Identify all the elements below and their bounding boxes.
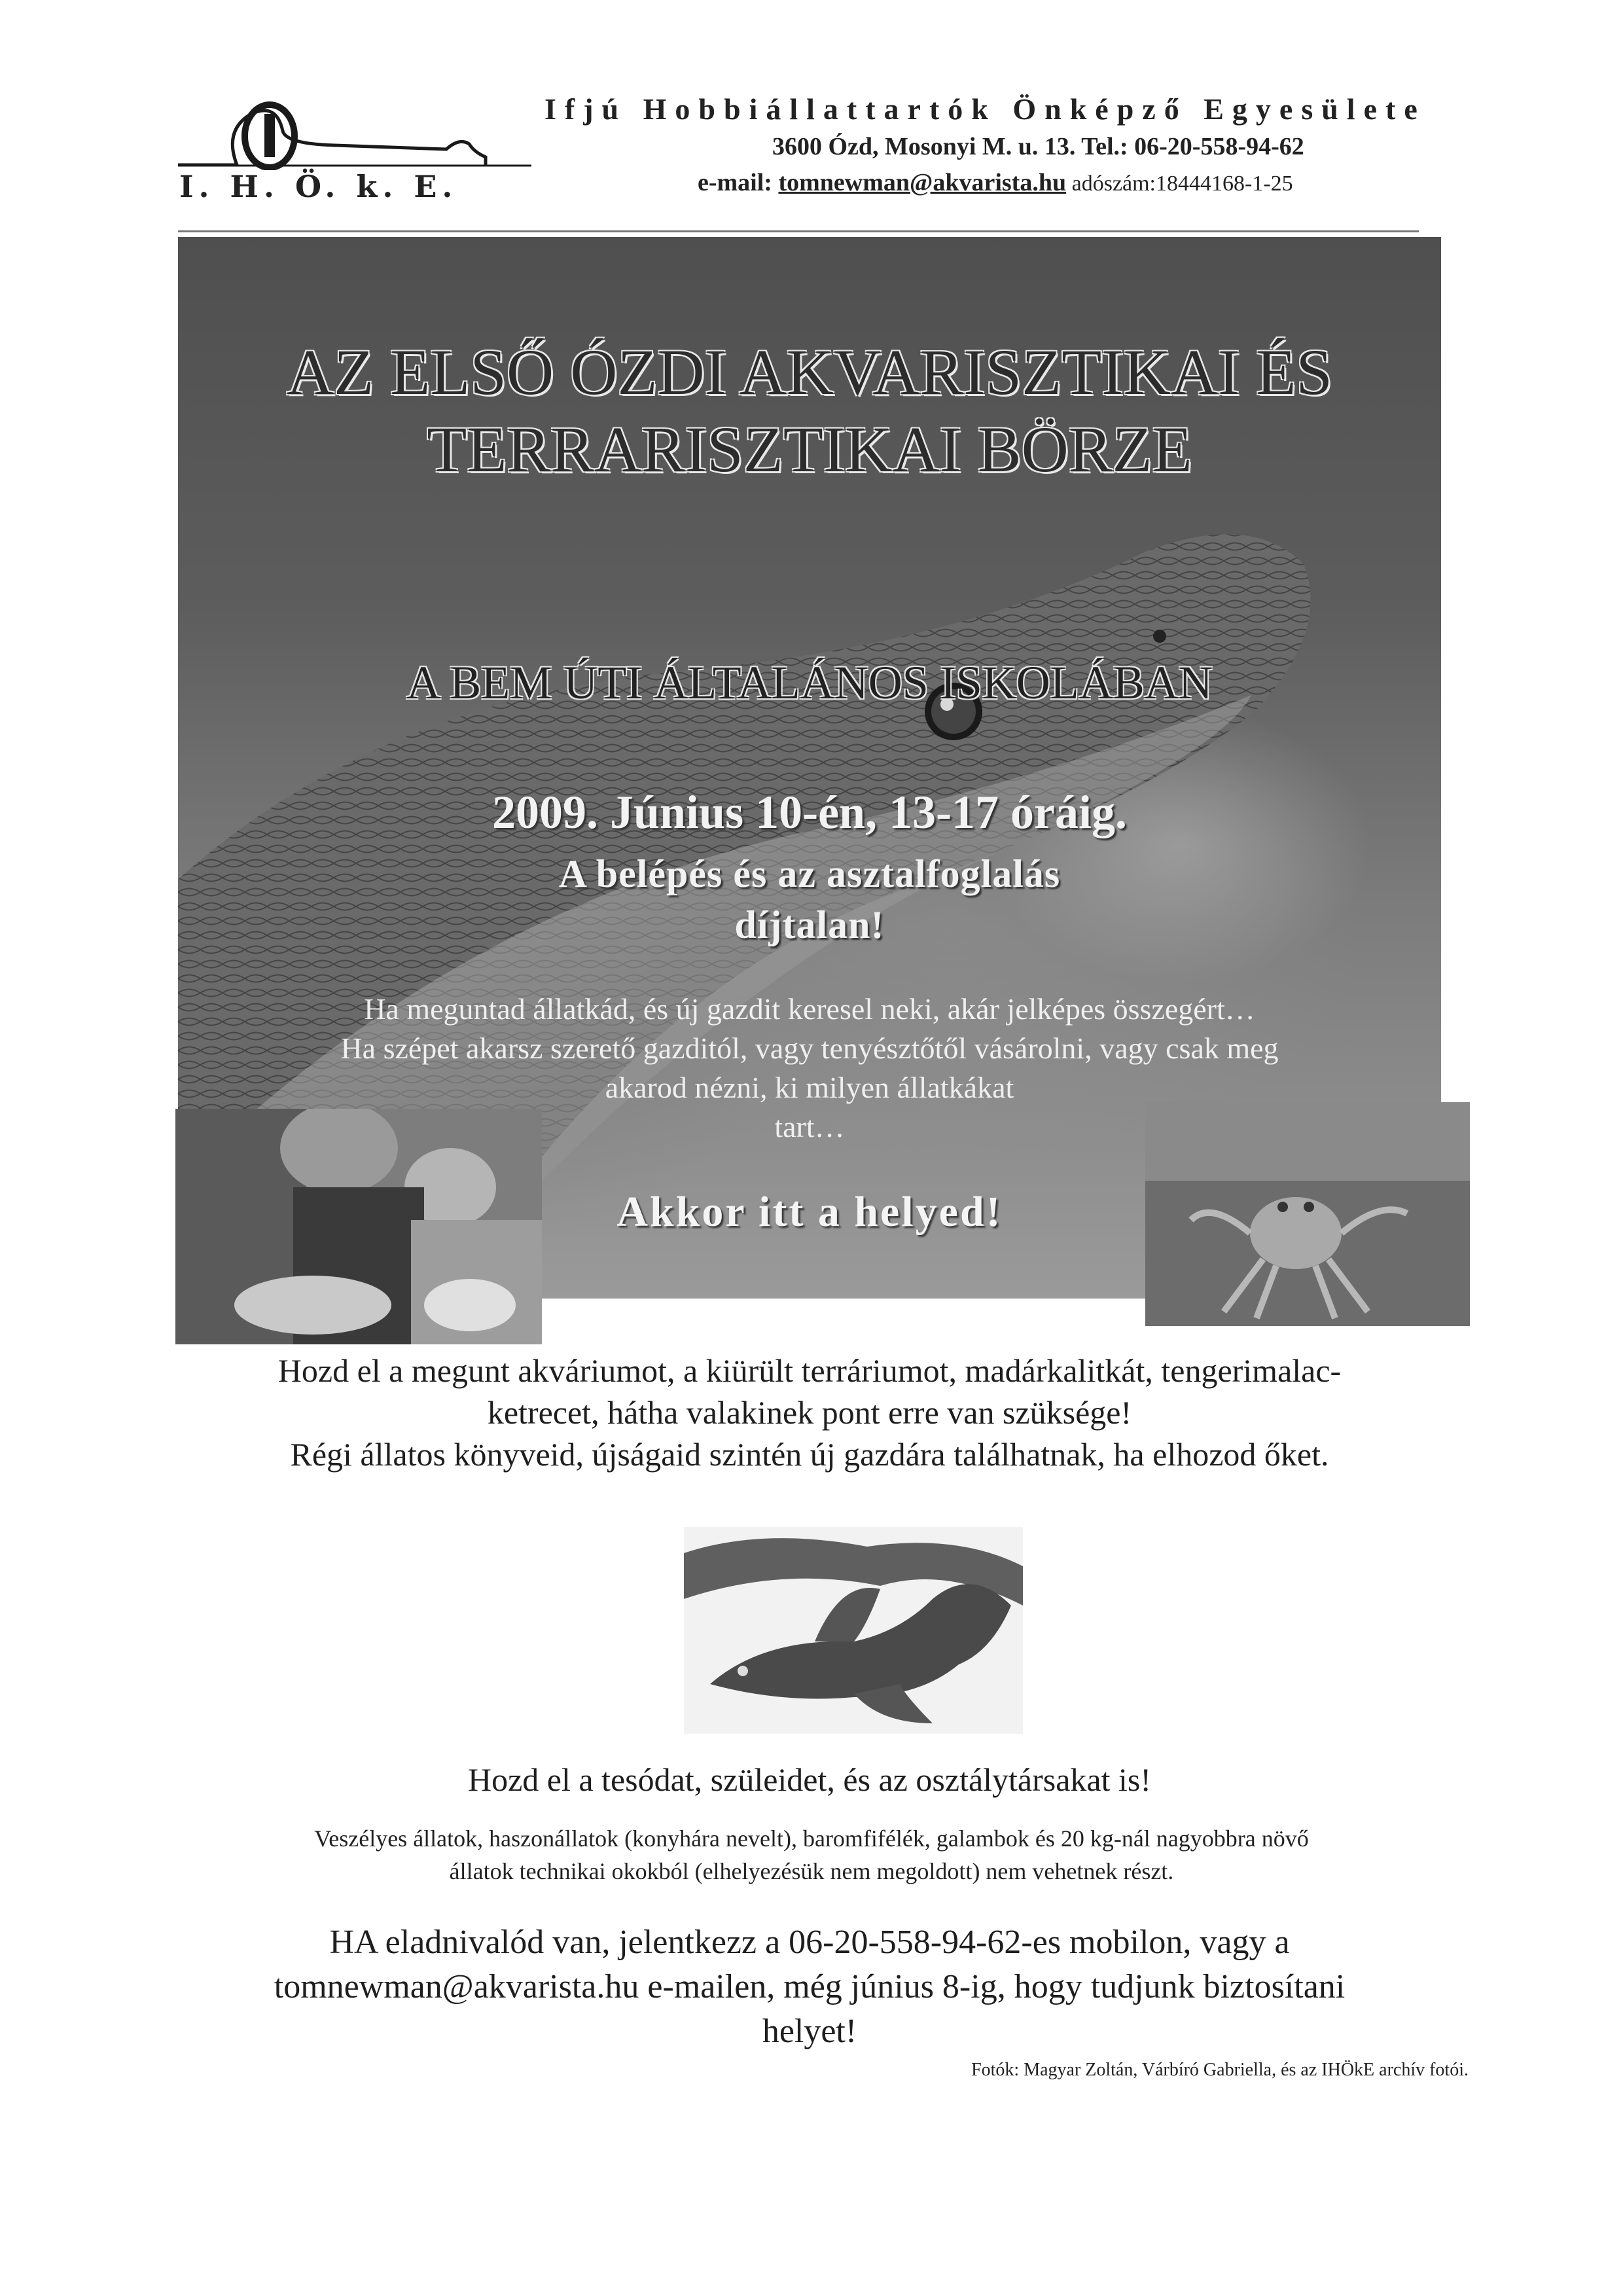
photo-credits: Fotók: Magyar Zoltán, Várbíró Gabriella, és az IHÖkE archív fotói. (971, 2060, 1469, 2080)
contact-line3: helyet! (762, 2013, 857, 2050)
call-to-action: Akkor itt a helyed! (616, 1188, 1003, 1236)
logo-abbreviation: I. H. Ö. k. E. (179, 169, 458, 204)
event-title-line1: AZ ELSŐ ÓZDI AKVARISZTIKAI ÉS (286, 336, 1333, 408)
para-line1: Hozd el a megunt akváriumot, a kiürült terráriumot, madárkalitkát, tengerimalac- (277, 1352, 1342, 1389)
children-photo-icon (175, 1109, 542, 1344)
event-venue: A BEM ÚTI ÁLTALÁNOS ISKOLÁBAN (406, 656, 1213, 709)
contact-line1: HA eladnivalód van, jelentkezz a 06-20-558-94-62-es mobilon, vagy a (329, 1924, 1290, 1961)
pitch-line2: Ha szépet akarsz szerető gazditól, vagy tenyésztőtől vásárolni, vagy csak meg (340, 1031, 1279, 1065)
organization-name: Ifjú Hobbiállattartók Önképző Egyesülete (544, 92, 1426, 126)
tax-id: adószám:18444168-1-25 (1066, 171, 1293, 196)
email-label: e-mail: (698, 169, 779, 196)
fish-icon (684, 1527, 1023, 1734)
para-line3: Régi állatos könyveid, újságaid szintén új gazdára találhatnak, ha elhozod őket. (290, 1436, 1329, 1473)
restriction-notice (196, 1822, 1427, 1888)
event-date: 2009. Június 10-én, 13-17 óráig. (491, 786, 1128, 838)
event-title-line2: TERRARISZTIKAI BÖRZE (427, 413, 1192, 486)
seller-contact-info (178, 1920, 1441, 2054)
contact-line2: tomnewman@akvarista.hu e-mailen, még június 8-ig, hogy tudjunk biztosítani (274, 1968, 1346, 2005)
para-line2: ketrecet, hátha valakinek pont erre van szüksége! (487, 1394, 1132, 1431)
organization-address: 3600 Ózd, Mosonyi M. u. 13. Tel.: 06-20-558-94-62 (772, 133, 1304, 160)
betta-fish-photo (684, 1527, 1023, 1734)
crab-photo (1145, 1102, 1470, 1326)
invite-family: Hozd el a tesódat, szüleidet, és az osztálytársakat is! (467, 1761, 1152, 1798)
entry-line2: díjtalan! (734, 903, 885, 946)
pitch-line3: akarod nézni, ki milyen állatkákat (605, 1071, 1014, 1104)
event-title (178, 334, 1441, 488)
bring-items-paragraph (178, 1350, 1441, 1475)
organization-contact (698, 168, 1293, 197)
pitch-line1: Ha meguntad állatkád, és új gazdit keresel neki, akár jelképes összegért… (364, 992, 1255, 1026)
restriction-line2: állatok technikai okokból (elhelyezésük nem megoldott) nem vehetnek részt. (449, 1858, 1174, 1884)
logo-emblem-icon (178, 92, 544, 170)
children-photo (175, 1109, 542, 1344)
restriction-line1: Veszélyes állatok, haszonállatok (konyhára nevelt), baromfifélék, galambok és 20 kg-nál nagyobbra növő (314, 1825, 1309, 1852)
header-divider (178, 230, 1419, 232)
event-entry-info (178, 848, 1441, 950)
crab-photo-icon (1145, 1102, 1470, 1326)
organization-logo (178, 92, 544, 209)
email-link[interactable]: tomnewman@akvarista.hu (778, 169, 1067, 196)
pitch-line4: tart… (774, 1110, 845, 1143)
entry-line1: A belépés és az asztalfoglalás (558, 852, 1061, 895)
